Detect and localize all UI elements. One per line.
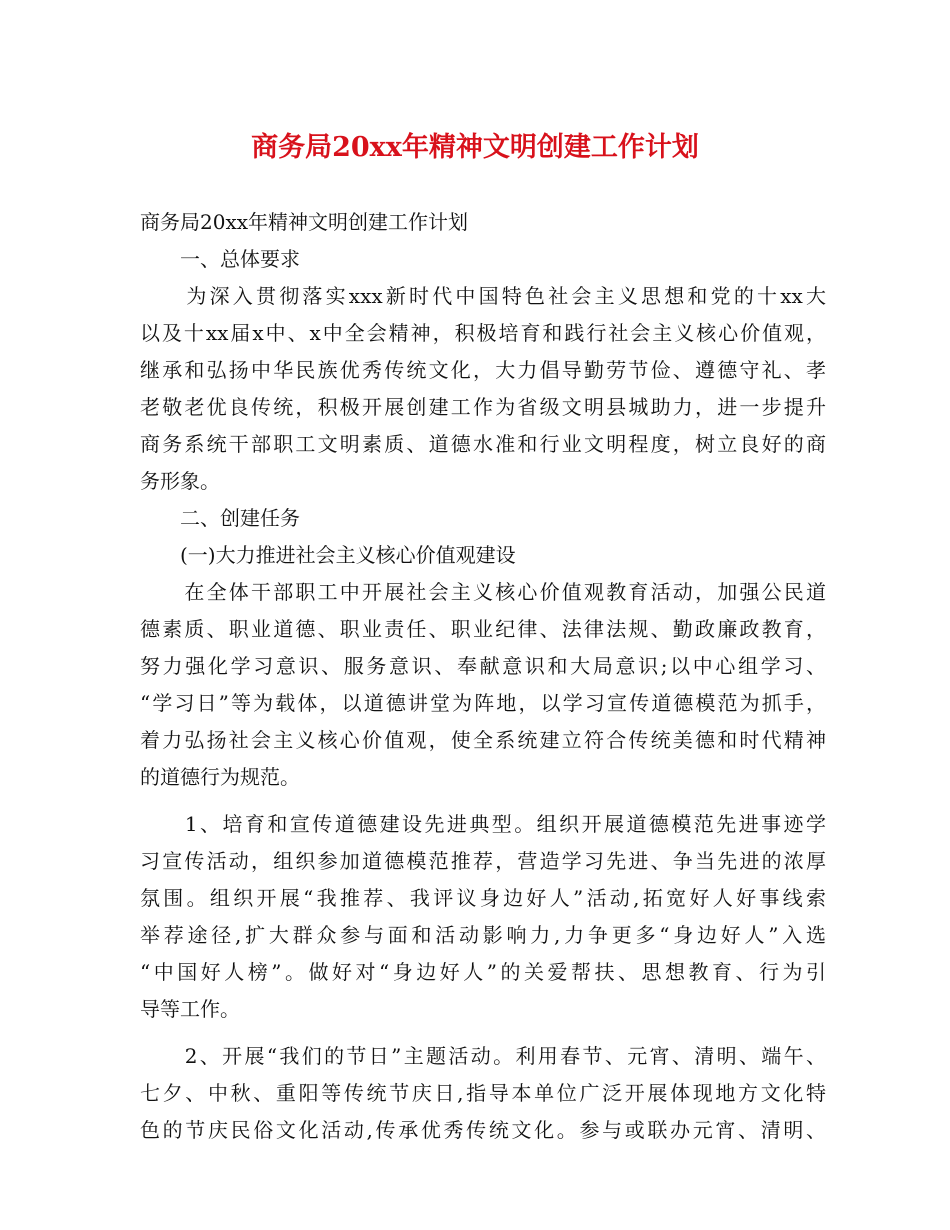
subsection-heading-core-values: (一)大力推进社会主义核心价值观建设 (140, 543, 516, 567)
text-line: 为深入贯彻落实xxx新时代中国特色社会主义思想和党的十xx大 (140, 284, 826, 308)
paragraph-spacer (140, 796, 826, 806)
paragraph-item-1 (140, 806, 826, 1028)
text-line: 老敬老优良传统，积极开展创建工作为省级文明县城助力，进一步提升 (140, 395, 826, 419)
text-line: “学习日”等为载体，以道德讲堂为阵地，以学习宣传道德模范为抓手， (140, 691, 826, 715)
document-body (140, 204, 826, 1149)
text-line: 在全体干部职工中开展社会主义核心价值观教育活动，加强公民道 (140, 580, 826, 604)
text-line: 举荐途径,扩大群众参与面和活动影响力,力争更多“身边好人”入选 (140, 923, 826, 947)
section-heading-general-requirements: 一、总体要求 (140, 247, 300, 271)
text-line: 1、培育和宣传道德建设先进典型。组织开展道德模范先进事迹学 (140, 812, 826, 836)
text-line: 习宣传活动，组织参加道德模范推荐，营造学习先进、争当先进的浓厚 (140, 849, 826, 873)
text-line: 导等工作。 (140, 997, 240, 1021)
text-line: 七夕、中秋、重阳等传统节庆日,指导本单位广泛开展体现地方文化特 (140, 1081, 826, 1105)
paragraph-general-requirements (140, 278, 826, 500)
text-line: 以及十xx届x中、x中全会精神，积极培育和践行社会主义核心价值观， (140, 321, 826, 345)
text-line: 色的节庆民俗文化活动,传承优秀传统文化。参与或联办元宵、清明、 (140, 1118, 826, 1142)
paragraph-item-2 (140, 1038, 826, 1149)
paragraph-core-values (140, 574, 826, 796)
body-subtitle: 商务局20xx年精神文明创建工作计划 (140, 210, 469, 234)
section-heading-creation-tasks: 二、创建任务 (140, 506, 300, 530)
text-line: 2、开展“我们的节日”主题活动。利用春节、元宵、清明、端午、 (140, 1044, 826, 1068)
text-line: 努力强化学习意识、服务意识、奉献意识和大局意识;以中心组学习、 (140, 654, 826, 678)
text-line: 氛围。组织开展“我推荐、我评议身边好人”活动,拓宽好人好事线索 (140, 886, 826, 910)
paragraph-spacer (140, 1028, 826, 1038)
text-line: 务形象。 (140, 469, 220, 493)
text-line: 着力弘扬社会主义核心价值观，使全系统建立符合传统美德和时代精神 (140, 728, 826, 752)
document-title: 商务局20xx年精神文明创建工作计划 (251, 132, 699, 163)
text-line: 继承和弘扬中华民族优秀传统文化，大力倡导勤劳节俭、遵德守礼、孝 (140, 358, 826, 382)
text-line: 德素质、职业道德、职业责任、职业纪律、法律法规、勤政廉政教育， (140, 617, 826, 641)
text-line: 商务系统干部职工文明素质、道德水准和行业文明程度，树立良好的商 (140, 432, 826, 456)
text-line: 的道德行为规范。 (140, 765, 300, 789)
text-line: “中国好人榜”。做好对“身边好人”的关爱帮扶、思想教育、行为引 (140, 960, 826, 984)
